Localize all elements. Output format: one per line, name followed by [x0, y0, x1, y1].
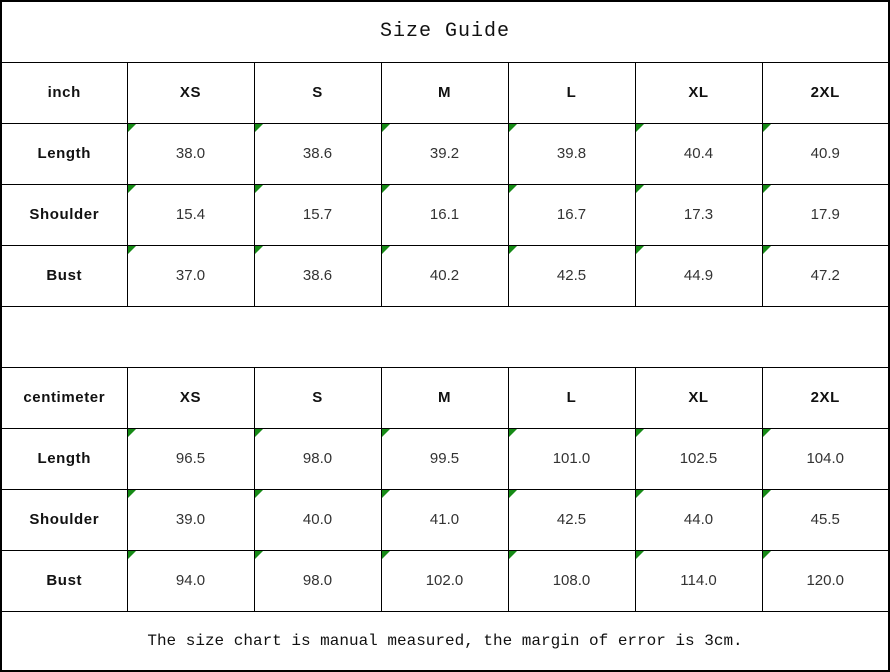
- cell-value: 39.8: [556, 145, 587, 162]
- cell-value: 44.0: [683, 511, 714, 528]
- size-value-cell: [381, 550, 508, 611]
- unit-header-inch: inch: [1, 62, 127, 123]
- size-value-cell: [381, 245, 508, 306]
- col-header-xs: XS: [127, 367, 254, 428]
- cell-value: 38.6: [302, 145, 333, 162]
- cell-value: 38.0: [175, 145, 206, 162]
- col-header-s: S: [254, 367, 381, 428]
- cell-value: 114.0: [680, 572, 717, 589]
- table-row: [1, 550, 889, 611]
- size-value-cell: [762, 184, 889, 245]
- size-value-cell: [635, 550, 762, 611]
- cell-value: 102.0: [425, 572, 464, 589]
- col-header-m: M: [381, 367, 508, 428]
- cell-value: 38.6: [302, 267, 333, 284]
- green-corner-icon: [382, 185, 390, 193]
- col-header-s: S: [254, 62, 381, 123]
- size-value-cell: [381, 489, 508, 550]
- green-corner-icon: [763, 429, 771, 437]
- size-value-cell: [254, 550, 381, 611]
- green-corner-icon: [128, 490, 136, 498]
- size-value-cell: [508, 245, 635, 306]
- cell-value: 42.5: [556, 511, 587, 528]
- cell-value: 108.0: [552, 572, 591, 589]
- cell-value: 41.0: [429, 511, 460, 528]
- size-value-cell: [762, 550, 889, 611]
- green-corner-icon: [636, 246, 644, 254]
- col-header-l: L: [508, 367, 635, 428]
- cell-value: 99.5: [429, 450, 460, 467]
- size-value-cell: [762, 489, 889, 550]
- green-corner-icon: [255, 124, 263, 132]
- green-corner-icon: [636, 185, 644, 193]
- size-value-cell: [635, 123, 762, 184]
- green-corner-icon: [255, 429, 263, 437]
- cell-value: 17.9: [810, 206, 840, 223]
- cell-value: 94.0: [175, 572, 206, 589]
- page-title: Size Guide: [1, 1, 889, 62]
- cell-value: 16.1: [429, 206, 460, 223]
- size-value-cell: [254, 489, 381, 550]
- cell-value: 45.5: [810, 511, 840, 528]
- green-corner-icon: [128, 124, 136, 132]
- green-corner-icon: [382, 490, 390, 498]
- size-value-cell: [127, 123, 254, 184]
- table-row: [1, 428, 889, 489]
- size-value-cell: [254, 184, 381, 245]
- cell-value: 98.0: [302, 450, 333, 467]
- cell-value: 39.0: [175, 511, 206, 528]
- cell-value: 102.5: [679, 450, 718, 467]
- row-label-shoulder: Shoulder: [1, 184, 127, 245]
- green-corner-icon: [636, 490, 644, 498]
- size-value-cell: [635, 184, 762, 245]
- green-corner-icon: [255, 551, 263, 559]
- unit-header-centimeter: centimeter: [1, 367, 127, 428]
- row-label-shoulder: Shoulder: [1, 489, 127, 550]
- green-corner-icon: [128, 551, 136, 559]
- green-corner-icon: [255, 185, 263, 193]
- table-row: [1, 184, 889, 245]
- col-header-xl: XL: [635, 367, 762, 428]
- size-value-cell: [762, 123, 889, 184]
- green-corner-icon: [509, 124, 517, 132]
- green-corner-icon: [763, 246, 771, 254]
- row-label-bust: Bust: [1, 550, 127, 611]
- size-value-cell: [508, 428, 635, 489]
- green-corner-icon: [382, 429, 390, 437]
- size-value-cell: [508, 123, 635, 184]
- cell-value: 44.9: [683, 267, 714, 284]
- cell-value: 101.0: [552, 450, 591, 467]
- size-value-cell: [635, 245, 762, 306]
- green-corner-icon: [509, 551, 517, 559]
- size-value-cell: [762, 428, 889, 489]
- green-corner-icon: [509, 429, 517, 437]
- green-corner-icon: [128, 246, 136, 254]
- cell-value: 15.7: [302, 206, 333, 223]
- col-header-l: L: [508, 62, 635, 123]
- cell-value: 42.5: [556, 267, 587, 284]
- table-row: [1, 489, 889, 550]
- cell-value: 40.4: [683, 145, 714, 162]
- cell-value: 17.3: [683, 206, 714, 223]
- cell-value: 15.4: [175, 206, 206, 223]
- size-value-cell: [254, 245, 381, 306]
- col-header-xs: XS: [127, 62, 254, 123]
- size-value-cell: [635, 428, 762, 489]
- cell-value: 120.0: [806, 572, 845, 589]
- size-value-cell: [381, 184, 508, 245]
- size-value-cell: [127, 489, 254, 550]
- green-corner-icon: [763, 490, 771, 498]
- cell-value: 96.5: [175, 450, 206, 467]
- size-value-cell: [381, 428, 508, 489]
- green-corner-icon: [763, 185, 771, 193]
- green-corner-icon: [255, 246, 263, 254]
- cell-value: 98.0: [302, 572, 333, 589]
- row-label-length: Length: [1, 123, 127, 184]
- green-corner-icon: [128, 429, 136, 437]
- green-corner-icon: [636, 124, 644, 132]
- cell-value: 37.0: [175, 267, 206, 284]
- size-value-cell: [635, 489, 762, 550]
- size-value-cell: [508, 489, 635, 550]
- table-row: [1, 123, 889, 184]
- green-corner-icon: [509, 185, 517, 193]
- col-header-xl: XL: [635, 62, 762, 123]
- measurement-note: The size chart is manual measured, the margin of error is 3cm.: [1, 611, 889, 671]
- size-value-cell: [254, 123, 381, 184]
- size-value-cell: [762, 245, 889, 306]
- col-header-2xl: 2XL: [762, 62, 889, 123]
- size-value-cell: [508, 184, 635, 245]
- table-row: [1, 245, 889, 306]
- size-value-cell: [508, 550, 635, 611]
- green-corner-icon: [382, 551, 390, 559]
- cell-value: 40.9: [810, 145, 840, 162]
- spacer-row: [1, 306, 889, 367]
- size-value-cell: [381, 123, 508, 184]
- size-value-cell: [127, 428, 254, 489]
- cell-value: 39.2: [429, 145, 460, 162]
- row-label-bust: Bust: [1, 245, 127, 306]
- green-corner-icon: [509, 246, 517, 254]
- col-header-2xl: 2XL: [762, 367, 889, 428]
- size-value-cell: [254, 428, 381, 489]
- green-corner-icon: [636, 551, 644, 559]
- cell-value: 47.2: [810, 267, 840, 284]
- green-corner-icon: [382, 124, 390, 132]
- cell-value: 40.0: [302, 511, 333, 528]
- cell-value: 104.0: [806, 450, 845, 467]
- green-corner-icon: [128, 185, 136, 193]
- size-value-cell: [127, 184, 254, 245]
- col-header-m: M: [381, 62, 508, 123]
- green-corner-icon: [636, 429, 644, 437]
- row-label-length: Length: [1, 428, 127, 489]
- cell-value: 16.7: [556, 206, 587, 223]
- green-corner-icon: [509, 490, 517, 498]
- green-corner-icon: [763, 124, 771, 132]
- size-value-cell: [127, 550, 254, 611]
- cell-value: 40.2: [429, 267, 460, 284]
- green-corner-icon: [763, 551, 771, 559]
- green-corner-icon: [382, 246, 390, 254]
- green-corner-icon: [255, 490, 263, 498]
- size-value-cell: [127, 245, 254, 306]
